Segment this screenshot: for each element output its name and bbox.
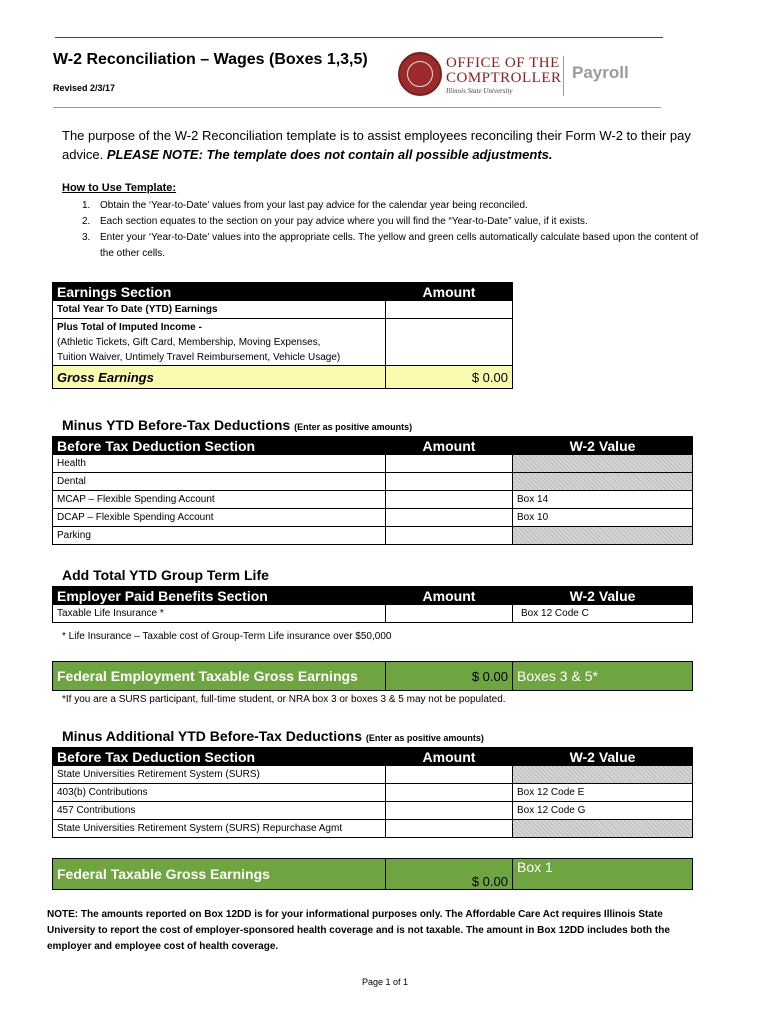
earnings-header-amount: Amount [386,283,513,301]
gross-earnings-label: Gross Earnings [53,366,386,389]
health-amount-input[interactable] [386,455,513,473]
w2-value-cell [513,820,693,838]
pretax-header-label: Before Tax Deduction Section [53,437,386,455]
comptroller-logo [398,52,660,104]
step-item: 2. Each section equates to the section on your pay advice where you will find the “Year-to-Date” value, if it exists. [82,216,588,227]
page-title: W-2 Reconciliation – Wages (Boxes 1,3,5) [53,51,368,68]
table-row-label: State Universities Retirement System (SURS) Repurchase Agmt [53,820,386,838]
table-row-label: Health [53,455,386,473]
how-to-steps [62,198,702,262]
step-item: 1. Obtain the ‘Year-to-Date’ values from your last pay advice for the calendar year being reconciled. [82,200,528,211]
logo-payroll: Payroll [572,63,629,82]
ytd-earnings-label: Total Year To Date (YTD) Earnings [53,301,386,319]
surs-footnote: *If you are a SURS participant, full-time student, or NRA box 3 or boxes 3 & 5 may not be populated. [62,694,506,705]
logo-divider [563,56,564,96]
top-rule [55,37,663,38]
pretax-table [52,436,693,545]
pretax-heading: Minus YTD Before-Tax Deductions (Enter as positive amounts) [62,417,413,433]
table-row-label: State Universities Retirement System (SURS) [53,766,386,784]
dental-amount-input[interactable] [386,473,513,491]
table-row-label: 403(b) Contributions [53,784,386,802]
header-rule [53,107,661,108]
parking-amount-input[interactable] [386,527,513,545]
logo-line-2: COMPTROLLER [446,70,562,86]
group-term-header-w2: W-2 Value [513,587,693,605]
page-footer: Page 1 of 1 [361,977,409,987]
pretax-header-w2: W-2 Value [513,437,693,455]
fed-taxable-table [52,858,693,890]
mcap-amount-input[interactable] [386,491,513,509]
pretax-header-amount: Amount [386,437,513,455]
w2-value-cell: Box 14 [513,491,693,509]
w2-value-cell: Box 12 Code C [513,605,693,623]
box-12dd-note: NOTE: The amounts reported on Box 12DD is for your informational purposes only. The Affordable Care Act requires Illinois State University to report the cost of employer-sponsored health coverage and is not taxable. The amount in Box 12DD includes both the employer and employee cost of health coverage. [47,909,670,952]
how-to-heading: How to Use Template: [62,182,177,194]
logo-line-1: OFFICE OF THE [446,55,560,71]
table-row-label: Taxable Life Insurance * [53,605,386,623]
gross-earnings-value: $ 0.00 [386,366,513,389]
403b-amount-input[interactable] [386,784,513,802]
w2-value-cell [513,455,693,473]
revised-date: Revised 2/3/17 [53,83,116,93]
dcap-amount-input[interactable] [386,509,513,527]
457-amount-input[interactable] [386,802,513,820]
intro-paragraph [62,126,692,164]
earnings-header-label: Earnings Section [53,283,386,301]
earnings-table [52,282,513,389]
w2-value-cell [513,473,693,491]
surs-repurchase-amount-input[interactable] [386,820,513,838]
logo-line-3: Illinois State University [446,87,513,95]
additional-header-label: Before Tax Deduction Section [53,748,386,766]
intro-text: The purpose of the W-2 Reconciliation template is to assist employees reconciling their Form W-2 to their pay advice. [62,128,691,162]
life-insurance-footnote: * Life Insurance – Taxable cost of Group-Term Life insurance over $50,000 [62,631,392,642]
w2-value-cell [513,766,693,784]
w2-value-cell: Box 12 Code E [513,784,693,802]
fed-taxable-boxes: Box 1 [513,859,693,890]
table-row-label: Dental [53,473,386,491]
w2-value-cell: Box 10 [513,509,693,527]
ytd-earnings-input[interactable] [386,301,513,319]
group-term-header-label: Employer Paid Benefits Section [53,587,386,605]
group-term-table [52,586,693,623]
additional-table [52,747,693,838]
imputed-income-input[interactable] [386,319,513,366]
additional-header-w2: W-2 Value [513,748,693,766]
intro-note: PLEASE NOTE: The template does not contain all possible adjustments. [106,147,553,162]
w2-value-cell: Box 12 Code G [513,802,693,820]
fed-taxable-label: Federal Taxable Gross Earnings [53,859,386,890]
life-insurance-amount-input[interactable] [386,605,513,623]
university-seal-icon [398,52,442,96]
group-term-header-amount: Amount [386,587,513,605]
fed-employment-table [52,661,693,691]
surs-amount-input[interactable] [386,766,513,784]
imputed-income-label: Plus Total of Imputed Income - (Athletic Tickets, Gift Card, Membership, Moving Expenses, Tuition Waiver, Untimely Travel Reimbursement, Vehicle Usage) [53,319,386,366]
table-row-label: MCAP – Flexible Spending Account [53,491,386,509]
table-row-label: Parking [53,527,386,545]
w2-value-cell [513,527,693,545]
fed-employment-value: $ 0.00 [386,662,513,691]
table-row-label: DCAP – Flexible Spending Account [53,509,386,527]
step-item: 3. Enter your ‘Year-to-Date’ values into the appropriate cells. The yellow and green cells automatically calculate based upon the content of the other cells. [82,232,699,259]
fed-taxable-value: $ 0.00 [386,859,513,890]
fed-employment-boxes: Boxes 3 & 5* [513,662,693,691]
additional-heading: Minus Additional YTD Before-Tax Deductions (Enter as positive amounts) [62,728,484,744]
additional-header-amount: Amount [386,748,513,766]
table-row-label: 457 Contributions [53,802,386,820]
group-term-heading: Add Total YTD Group Term Life [62,567,269,583]
fed-employment-label: Federal Employment Taxable Gross Earnings [53,662,386,691]
